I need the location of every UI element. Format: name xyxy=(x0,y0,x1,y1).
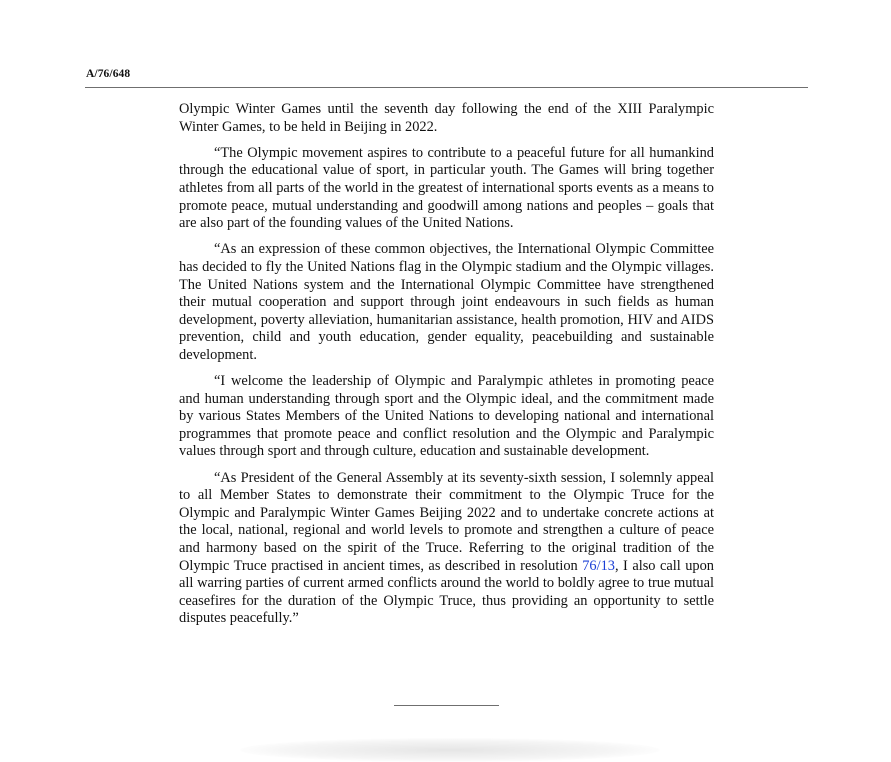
footer-divider xyxy=(394,705,499,706)
header-divider xyxy=(85,87,808,88)
paragraph-common-objectives: “As an expression of these common objectives, the International Olympic Committee has decided to fly the United Nations flag in the Olympic stadium and the Olympic villages. The United Nations system and the International Olympic Committee have strengthened their mutual cooperation and support through joint endeavours in such fields as human development, poverty alleviation, humanitarian assistance, health promotion, HIV and AIDS prevention, child and youth education, gender equality, peacebuilding and sustainable development. xyxy=(179,241,714,363)
appeal-text-after-link: , I also call upon all warring parties of current armed conflicts around the world to boldly agree to true mutual ceasefires for the duration of the Olympic Truce, thus providing an opportunity to settle disputes peacefully.” xyxy=(179,557,714,627)
paragraph-olympic-movement: “The Olympic movement aspires to contribute to a peaceful future for all humankind through the educational value of sport, in particular youth. The Games will bring together athletes from all parts of the world in the greatest of international sports events as a means to promote peace, mutual understanding and goodwill among nations and peoples – goals that are also part of the founding values of the United Nations. xyxy=(179,144,714,232)
appeal-text-before-link: “As President of the General Assembly at its seventy-sixth session, I solemnly appeal to all Member States to demonstrate their commitment to the Olympic Truce for the Olympic and Paralympic Winter Games Beijing 2022 and to undertake concrete actions at the local, national, regional and world levels to promote and strengthen a culture of peace and harmony based on the spirit of the Truce. Referring to the original tradition of the Olympic Truce practised in ancient times, as described in resolution xyxy=(179,469,714,574)
paragraph-continuation: Olympic Winter Games until the seventh day following the end of the XIII Paralympic Winter Games, to be held in Beijing in 2022. xyxy=(179,101,714,135)
resolution-76-13-link[interactable]: 76/13 xyxy=(582,557,615,574)
page-bottom-shadow xyxy=(240,738,660,762)
document-symbol: A/76/648 xyxy=(86,68,131,80)
paragraph-president-appeal xyxy=(179,470,714,628)
paragraph-athlete-leadership: “I welcome the leadership of Olympic and Paralympic athletes in promoting peace and human understanding through sport and the Olympic ideal, and the commitment made by various States Members of the United Nations to developing national and international programmes that promote peace and conflict resolution and the Olympic and Paralympic values through sport and through culture, education and sustainable development. xyxy=(179,373,714,460)
document-body xyxy=(179,101,714,637)
